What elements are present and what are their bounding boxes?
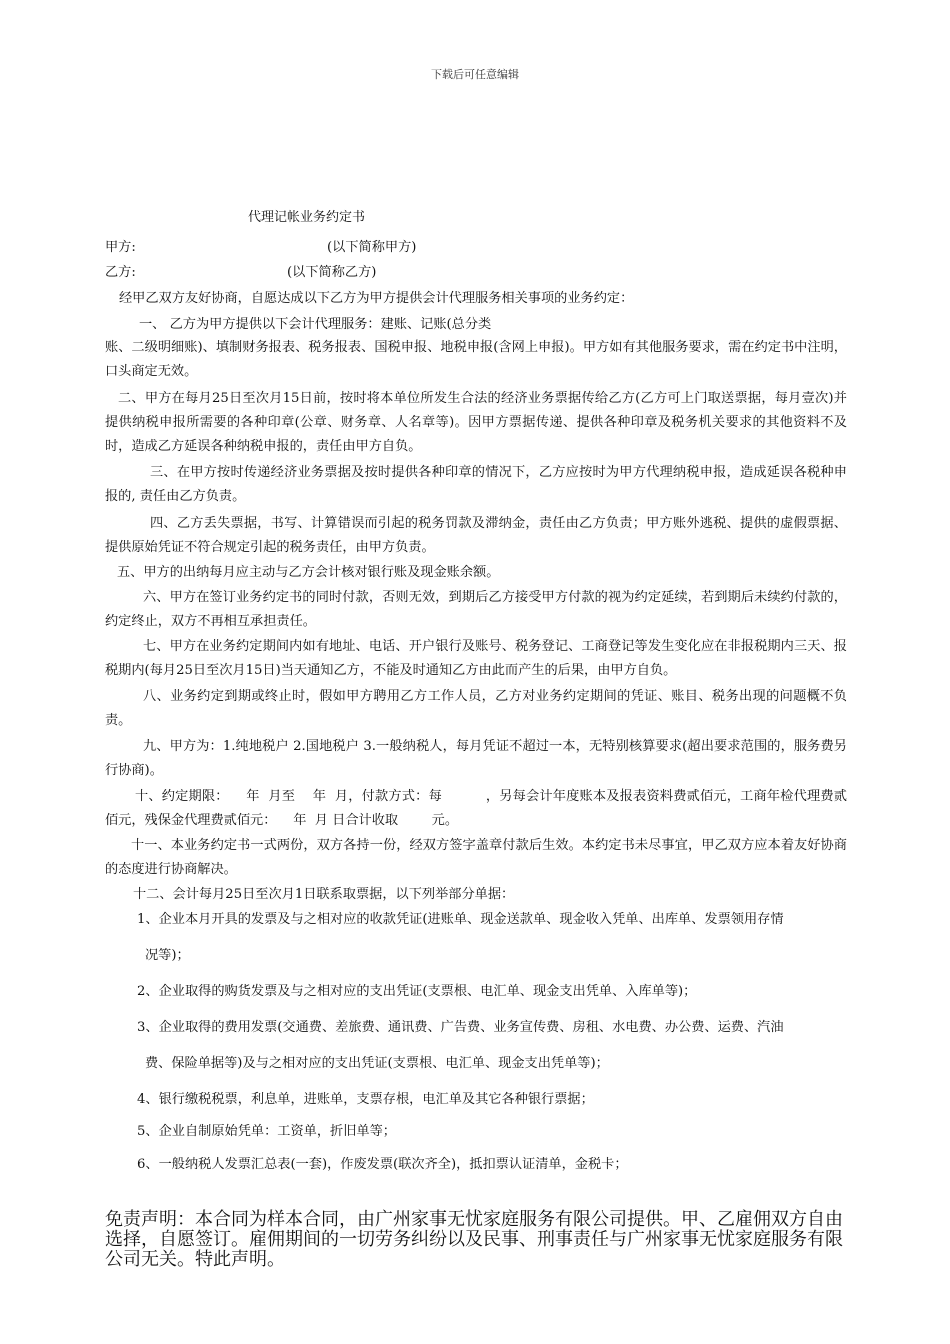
- receipt-item-4-text: 4、银行缴税税票，利息单，进账单，支票存根，电汇单及其它各种银行票据；: [137, 1092, 594, 1107]
- clause-12: 十二、会计每月25日至次月1日联系取票据，以下列举部分单据：: [133, 887, 515, 902]
- receipt-item-5: [137, 1114, 849, 1150]
- clause-6: 六、甲方在签订业务约定书的同时付款，否则无效，到期后乙方接受甲方付款的视为约定延续，若到期后未续约付款的，约定终止，双方不再相互承担责任。: [105, 590, 847, 629]
- intro-text: 经甲乙双方友好协商，自愿达成以下乙方为甲方提供会计代理服务相关事项的业务约定：: [119, 291, 634, 306]
- disclaimer: 免责声明：本合同为样本合同，由广州家事无忧家庭服务有限公司提供。甲、乙雇佣双方自由选择，自愿签订。雇佣期间的一切劳务纠纷以及民事、刑事责任与广州家事无忧家庭服务有限公司无关。特此声明。: [105, 1209, 843, 1270]
- receipt-item-1-continuation: 况等)；: [145, 948, 190, 963]
- receipt-item-2: [137, 974, 849, 1010]
- receipt-item-6: [137, 1147, 849, 1183]
- receipt-item-3: [137, 1010, 849, 1082]
- clause-2: 二、甲方在每月25日至次月15日前，按时将本单位所发生合法的经济业务票据传给乙方(乙方可上门取送票据，每月壹次)并提供纳税申报所需要的各种印章(公章、财务章、人名章等)。因甲方票据传递、提供各种印章及税务机关要求的其他资料不及时，造成乙方延误各种纳税申报的，责任由甲方自负。: [105, 391, 847, 454]
- clause-7: 七、甲方在业务约定期间内如有地址、电话、开户银行及账号、税务登记、工商登记等发生变化应在非报税期内三天、报税期内(每月25日至次月15日)当天通知乙方，不能及时通知乙方由此而产生的后果，由甲方自负。: [105, 639, 847, 678]
- receipt-item-3-continuation: 费、保险单据等)及与之相对应的支出凭证(支票根、电汇单、现金支出凭单等)；: [145, 1056, 609, 1071]
- receipt-item-4: [137, 1082, 849, 1118]
- receipt-item-2-text: 2、企业取得的购货发票及与之相对应的支出凭证(支票根、电汇单、现金支出凭单、入库单等)；: [137, 984, 697, 999]
- clause-8: 八、业务约定到期或终止时，假如甲方聘用乙方工作人员，乙方对业务约定期间的凭证、账目、税务出现的问题概不负责。: [105, 689, 847, 728]
- document-title: 代理记帐业务约定书: [248, 210, 366, 225]
- receipt-item-5-text: 5、企业自制原始凭单：工资单，折旧单等；: [137, 1124, 396, 1139]
- clause-4: 四、乙方丢失票据，书写、计算错误而引起的税务罚款及滞纳金，责任由乙方负责；甲方账外逃税、提供的虚假票据、提供原始凭证不符合规定引起的税务责任，由甲方负责。: [105, 516, 847, 555]
- receipt-item-3-text: 3、企业取得的费用发票(交通费、差旅费、通讯费、广告费、业务宣传费、房租、水电费、办公费、运费、汽油: [137, 1020, 784, 1035]
- party-a-label: 甲方:: [105, 240, 136, 255]
- receipt-item-6-text: 6、一般纳税人发票汇总表(一套)，作废发票(联次齐全)，抵扣票认证清单，金税卡；: [137, 1157, 628, 1172]
- clause-5: 五、甲方的出纳每月应主动与乙方会计核对银行账及现金账余额。: [117, 565, 500, 580]
- clause-10: 十、约定期限： 年 月至 年 月，付款方式：每 ，另每会计年度账本及报表资料费贰佰元，工商年检代理费贰佰元，残保金代理费贰佰元： 年 月 日合计收取 元。: [105, 789, 847, 828]
- clause-11: 十一、本业务约定书一式两份，双方各持一份，经双方签字盖章付款后生效。本约定书未尽事宜，甲乙双方应本着友好协商的态度进行协商解决。: [105, 838, 847, 877]
- receipt-item-1: [137, 902, 849, 974]
- party-b-suffix: (以下简称乙方): [287, 265, 377, 280]
- clause-1-first-line: 一、 乙方为甲方提供以下会计代理服务：建账、记账(总分类: [139, 317, 492, 332]
- clause-3: 三、在甲方按时传递经济业务票据及按时提供各种印章的情况下，乙方应按时为甲方代理纳税申报，造成延误各税种申报的, 责任由乙方负责。: [105, 465, 847, 504]
- clause-1-rest: 账、二级明细账)、填制财务报表、税务报表、国税申报、地税申报(含网上申报)。甲方如有其他服务要求，需在约定书中注明，口头商定无效。: [105, 340, 847, 379]
- party-b-label: 乙方:: [105, 265, 136, 280]
- party-a-suffix: (以下简称甲方): [327, 240, 417, 255]
- page-header: 下载后可任意编辑: [431, 68, 519, 81]
- clause-9: 九、甲方为：1.纯地税户 2.国地税户 3.一般纳税人，每月凭证不超过一本，无特别核算要求(超出要求范围的，服务费另行协商)。: [105, 739, 847, 778]
- receipt-item-1-text: 1、企业本月开具的发票及与之相对应的收款凭证(进账单、现金送款单、现金收入凭单、出库单、发票领用存情: [137, 912, 784, 927]
